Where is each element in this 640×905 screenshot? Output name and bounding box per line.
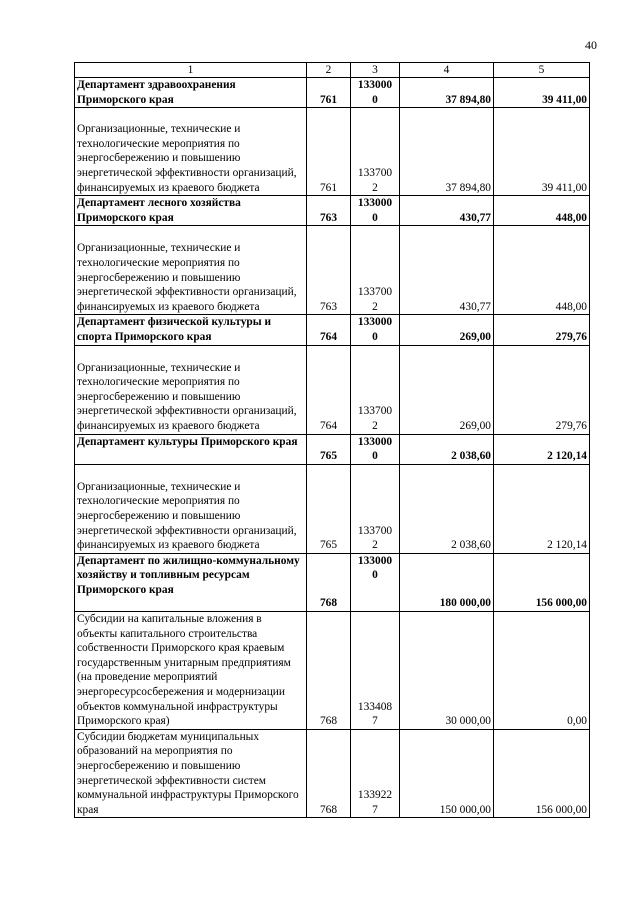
department-code: 764 [307, 315, 351, 345]
amount-year-2: 448,00 [494, 196, 590, 226]
target-item-code-part: 133000 [357, 435, 393, 448]
department-code: 764 [307, 345, 351, 434]
amount-year-2: 279,76 [494, 315, 590, 345]
target-item-code-part: 0 [372, 211, 378, 224]
table-row [75, 464, 590, 553]
department-name: Департамент лесного хозяйства Приморского края [75, 196, 307, 226]
item-description: Организационные, технические и технологические мероприятия по энергосбережению и повышению энергетической эффективности организаций, финансируемых из краевого бюджета [75, 464, 307, 553]
department-name: Департамент по жилищно-коммунальному хозяйству и топливным ресурсам Приморского края [75, 553, 307, 611]
target-item-code-part: 133000 [357, 316, 393, 329]
item-description: Субсидии бюджетам муниципальных образований на мероприятия по энергосбережению и повышению энергетической эффективности систем коммунальной инфраструктуры Приморского края [75, 729, 307, 818]
department-name: Департамент здравоохранения Приморского края [75, 78, 307, 108]
amount-year-1: 180 000,00 [400, 553, 494, 611]
target-item-code-part: 133000 [357, 79, 393, 91]
target-item-code [351, 611, 400, 729]
target-item-code-part: 133000 [357, 197, 393, 210]
target-item-code [351, 315, 400, 345]
item-description: Организационные, технические и технологические мероприятия по энергосбережению и повышению энергетической эффективности организаций, финансируемых из краевого бюджета [75, 226, 307, 315]
amount-year-2: 156 000,00 [494, 553, 590, 611]
table-body [75, 78, 590, 818]
department-code: 763 [307, 196, 351, 226]
department-code: 765 [307, 434, 351, 464]
amount-year-2: 2 120,14 [494, 434, 590, 464]
department-code: 765 [307, 464, 351, 553]
department-code: 768 [307, 553, 351, 611]
table-row [75, 729, 590, 818]
amount-year-1: 430,77 [400, 196, 494, 226]
target-item-code-part: 2 [372, 539, 378, 552]
target-item-code-part: 7 [372, 715, 378, 728]
target-item-code-part: 0 [372, 569, 378, 582]
target-item-code-part: 133922 [357, 789, 393, 802]
target-item-code-part: 133700 [357, 405, 393, 418]
amount-year-2: 448,00 [494, 226, 590, 315]
department-row [75, 315, 590, 345]
page-number: 40 [585, 38, 597, 52]
amount-year-1: 269,00 [400, 345, 494, 434]
amount-year-2: 39 411,00 [494, 108, 590, 196]
department-row [75, 78, 590, 108]
target-item-code [351, 108, 400, 196]
department-name: Департамент физической культуры и спорта Приморского края [75, 315, 307, 345]
target-item-code-part: 0 [372, 450, 378, 463]
amount-year-2: 156 000,00 [494, 729, 590, 818]
column-header: 1 [75, 63, 307, 78]
department-code: 763 [307, 226, 351, 315]
target-item-code [351, 78, 400, 108]
column-header: 5 [494, 63, 590, 78]
amount-year-1: 37 894,80 [400, 108, 494, 196]
amount-year-1: 430,77 [400, 226, 494, 315]
amount-year-1: 2 038,60 [400, 434, 494, 464]
target-item-code-part: 2 [372, 181, 378, 194]
budget-table [74, 62, 590, 818]
target-item-code-part: 0 [372, 93, 378, 106]
department-row [75, 434, 590, 464]
target-item-code-part: 133408 [357, 700, 393, 713]
department-code: 768 [307, 611, 351, 729]
column-header: 2 [307, 63, 351, 78]
target-item-code [351, 226, 400, 315]
amount-year-1: 269,00 [400, 315, 494, 345]
department-row [75, 196, 590, 226]
amount-year-1: 30 000,00 [400, 611, 494, 729]
amount-year-2: 0,00 [494, 611, 590, 729]
department-code: 761 [307, 78, 351, 108]
department-code: 768 [307, 729, 351, 818]
amount-year-2: 2 120,14 [494, 464, 590, 553]
target-item-code-part: 2 [372, 419, 378, 432]
column-header: 4 [400, 63, 494, 78]
item-description: Организационные, технические и технологические мероприятия по энергосбережению и повышению энергетической эффективности организаций, финансируемых из краевого бюджета [75, 108, 307, 196]
target-item-code [351, 553, 400, 611]
target-item-code-part: 133700 [357, 286, 393, 299]
target-item-code [351, 434, 400, 464]
table-row [75, 611, 590, 729]
amount-year-2: 279,76 [494, 345, 590, 434]
amount-year-1: 37 894,80 [400, 78, 494, 108]
target-item-code-part: 7 [372, 803, 378, 816]
department-row [75, 553, 590, 611]
table-row [75, 108, 590, 196]
item-description: Организационные, технические и технологические мероприятия по энергосбережению и повышению энергетической эффективности организаций, финансируемых из краевого бюджета [75, 345, 307, 434]
amount-year-2: 39 411,00 [494, 78, 590, 108]
amount-year-1: 150 000,00 [400, 729, 494, 818]
amount-year-1: 2 038,60 [400, 464, 494, 553]
table-row [75, 345, 590, 434]
target-item-code [351, 345, 400, 434]
target-item-code [351, 464, 400, 553]
target-item-code-part: 2 [372, 300, 378, 313]
department-name: Департамент культуры Приморского края [75, 434, 307, 464]
target-item-code-part: 133700 [357, 524, 393, 537]
table-row [75, 226, 590, 315]
target-item-code-part: 133000 [357, 554, 393, 567]
target-item-code-part: 0 [372, 330, 378, 343]
target-item-code-part: 133700 [357, 167, 393, 179]
item-description: Субсидии на капитальные вложения в объекты капитального строительства собственности Приморского края краевым государственным унитарным предприятиям (на проведение мероприятий энергоресурсосбережения и модернизации объектов коммунальной инфраструктуры Приморского края) [75, 611, 307, 729]
column-header: 3 [351, 63, 400, 78]
target-item-code [351, 729, 400, 818]
department-code: 761 [307, 108, 351, 196]
table-header-row [75, 63, 590, 78]
target-item-code [351, 196, 400, 226]
